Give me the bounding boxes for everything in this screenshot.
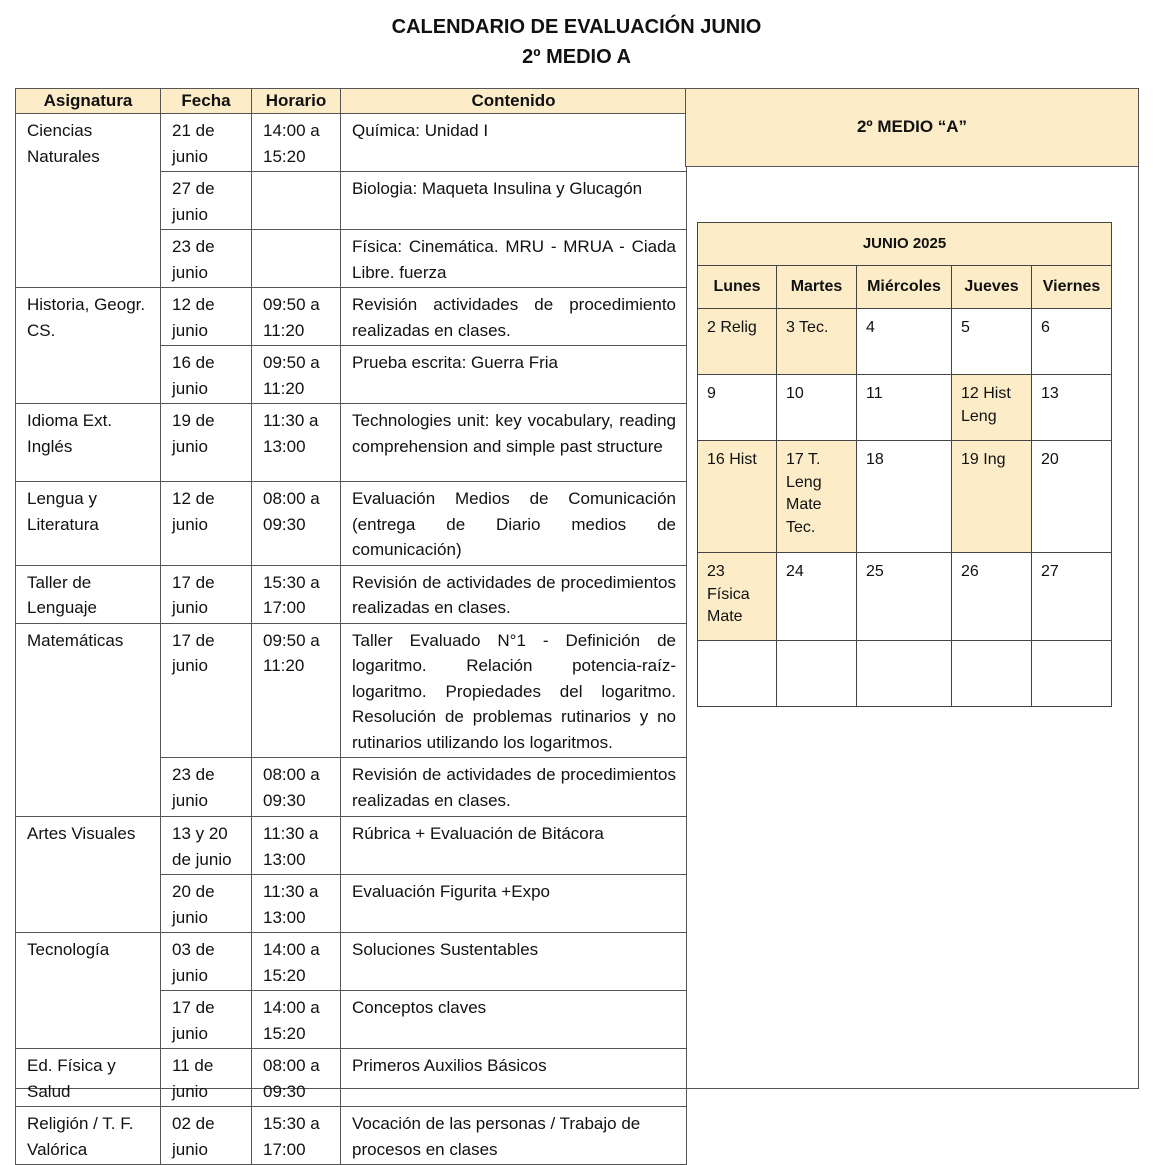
calendar-day: 4 bbox=[857, 309, 952, 375]
header-asignatura: Asignatura bbox=[16, 89, 161, 114]
calendar-day: 3 Tec. bbox=[777, 309, 857, 375]
content-cell: Vocación de las personas / Trabajo de procesos en clases bbox=[341, 1107, 687, 1165]
content-cell: Física: Cinemática. MRU - MRUA - Ciada Libre. fuerza bbox=[341, 230, 687, 288]
weekday-header: Miércoles bbox=[857, 266, 952, 309]
subject-cell: Ed. Física y Salud bbox=[16, 1049, 161, 1107]
calendar-day bbox=[777, 641, 857, 707]
subject-cell: Religión / T. F. Valórica bbox=[16, 1107, 161, 1165]
evaluation-table bbox=[15, 88, 687, 1165]
calendar-day: 23 Física Mate bbox=[698, 553, 777, 641]
date-cell: 11 de junio bbox=[161, 1049, 252, 1107]
calendar-month: JUNIO 2025 bbox=[698, 223, 1112, 266]
calendar-day: 12 Hist Leng bbox=[952, 375, 1032, 441]
subject-cell: Idioma Ext. Inglés bbox=[16, 404, 161, 482]
calendar-week bbox=[698, 441, 1112, 553]
time-cell: 11:30 a 13:00 bbox=[252, 875, 341, 933]
calendar-day bbox=[857, 641, 952, 707]
date-cell: 16 de junio bbox=[161, 346, 252, 404]
date-cell: 17 de junio bbox=[161, 991, 252, 1049]
time-cell: 14:00 a 15:20 bbox=[252, 114, 341, 172]
weekday-header: Martes bbox=[777, 266, 857, 309]
calendar-day: 6 bbox=[1032, 309, 1112, 375]
page-title: CALENDARIO DE EVALUACIÓN JUNIO bbox=[391, 16, 762, 38]
calendar-day: 19 Ing bbox=[952, 441, 1032, 553]
content-cell: Revisión de actividades de procedimientos realizadas en clases. bbox=[341, 758, 687, 817]
calendar-week bbox=[698, 309, 1112, 375]
date-cell: 17 de junio bbox=[161, 623, 252, 758]
table-row bbox=[16, 1107, 687, 1165]
date-cell: 02 de junio bbox=[161, 1107, 252, 1165]
subject-cell: Tecnología bbox=[16, 933, 161, 1049]
date-cell: 03 de junio bbox=[161, 933, 252, 991]
content-cell: Química: Unidad I bbox=[341, 114, 687, 172]
time-cell: 09:50 a 11:20 bbox=[252, 623, 341, 758]
table-row bbox=[16, 404, 687, 482]
time-cell: 09:50 a 11:20 bbox=[252, 346, 341, 404]
calendar-day bbox=[1032, 641, 1112, 707]
calendar-day: 5 bbox=[952, 309, 1032, 375]
header-contenido: Contenido bbox=[341, 89, 687, 114]
subject-cell: Historia, Geogr. CS. bbox=[16, 288, 161, 404]
subject-cell: Taller de Lenguaje bbox=[16, 565, 161, 623]
subject-cell: Matemáticas bbox=[16, 623, 161, 817]
time-cell bbox=[252, 172, 341, 230]
calendar-weekday-row bbox=[698, 266, 1112, 309]
weekday-header: Viernes bbox=[1032, 266, 1112, 309]
time-cell bbox=[252, 230, 341, 288]
table-row bbox=[16, 288, 687, 346]
table-row bbox=[16, 933, 687, 991]
content-cell: Evaluación Figurita +Expo bbox=[341, 875, 687, 933]
date-cell: 12 de junio bbox=[161, 482, 252, 566]
content-cell: Biologia: Maqueta Insulina y Glucagón bbox=[341, 172, 687, 230]
calendar-day: 13 bbox=[1032, 375, 1112, 441]
calendar-day: 10 bbox=[777, 375, 857, 441]
calendar-day: 9 bbox=[698, 375, 777, 441]
calendar-day: 2 Relig bbox=[698, 309, 777, 375]
weekday-header: Lunes bbox=[698, 266, 777, 309]
date-cell: 23 de junio bbox=[161, 230, 252, 288]
content-cell: Prueba escrita: Guerra Fria bbox=[341, 346, 687, 404]
content-cell: Technologies unit: key vocabulary, reading comprehension and simple past structure bbox=[341, 404, 687, 482]
calendar-day bbox=[952, 641, 1032, 707]
time-cell: 15:30 a 17:00 bbox=[252, 565, 341, 623]
calendar-day: 20 bbox=[1032, 441, 1112, 553]
june-calendar bbox=[697, 222, 1112, 707]
content-cell: Taller Evaluado N°1 - Definición de logaritmo. Relación potencia-raíz-logaritmo. Propiedades del logaritmo. Resolución de problemas rutinarios y no rutinarios utilizando los logaritmos. bbox=[341, 623, 687, 758]
time-cell: 11:30 a 13:00 bbox=[252, 817, 341, 875]
header-fecha: Fecha bbox=[161, 89, 252, 114]
time-cell: 09:50 a 11:20 bbox=[252, 288, 341, 346]
date-cell: 21 de junio bbox=[161, 114, 252, 172]
class-panel-title: 2º MEDIO “A” bbox=[685, 88, 1139, 167]
calendar-day bbox=[698, 641, 777, 707]
table-row bbox=[16, 623, 687, 758]
date-cell: 17 de junio bbox=[161, 565, 252, 623]
time-cell: 14:00 a 15:20 bbox=[252, 933, 341, 991]
content-cell: Revisión de actividades de procedimientos realizadas en clases. bbox=[341, 565, 687, 623]
calendar-day: 17 T. Leng Mate Tec. bbox=[777, 441, 857, 553]
date-cell: 27 de junio bbox=[161, 172, 252, 230]
calendar-day: 18 bbox=[857, 441, 952, 553]
date-cell: 13 y 20 de junio bbox=[161, 817, 252, 875]
table-row bbox=[16, 565, 687, 623]
time-cell: 11:30 a 13:00 bbox=[252, 404, 341, 482]
table-row bbox=[16, 482, 687, 566]
time-cell: 08:00 a 09:30 bbox=[252, 758, 341, 817]
subject-cell: Artes Visuales bbox=[16, 817, 161, 933]
time-cell: 08:00 a 09:30 bbox=[252, 482, 341, 566]
calendar-week bbox=[698, 641, 1112, 707]
date-cell: 23 de junio bbox=[161, 758, 252, 817]
calendar-day: 27 bbox=[1032, 553, 1112, 641]
time-cell: 08:00 a 09:30 bbox=[252, 1049, 341, 1107]
calendar-week bbox=[698, 375, 1112, 441]
table-row bbox=[16, 114, 687, 172]
content-cell: Rúbrica + Evaluación de Bitácora bbox=[341, 817, 687, 875]
calendar-month-row bbox=[698, 223, 1112, 266]
table-row bbox=[16, 1049, 687, 1107]
table-row bbox=[16, 817, 687, 875]
content-cell: Conceptos claves bbox=[341, 991, 687, 1049]
date-cell: 19 de junio bbox=[161, 404, 252, 482]
subject-cell: Ciencias Naturales bbox=[16, 114, 161, 288]
calendar-day: 16 Hist bbox=[698, 441, 777, 553]
calendar-week bbox=[698, 553, 1112, 641]
header-horario: Horario bbox=[252, 89, 341, 114]
content-cell: Revisión actividades de procedimiento realizadas en clases. bbox=[341, 288, 687, 346]
time-cell: 14:00 a 15:20 bbox=[252, 991, 341, 1049]
time-cell: 15:30 a 17:00 bbox=[252, 1107, 341, 1165]
calendar-day: 25 bbox=[857, 553, 952, 641]
calendar-day: 11 bbox=[857, 375, 952, 441]
page-subtitle: 2º MEDIO A bbox=[522, 46, 631, 68]
content-cell: Evaluación Medios de Comunicación (entrega de Diario medios de comunicación) bbox=[341, 482, 687, 566]
subject-cell: Lengua y Literatura bbox=[16, 482, 161, 566]
date-cell: 12 de junio bbox=[161, 288, 252, 346]
calendar-day: 26 bbox=[952, 553, 1032, 641]
date-cell: 20 de junio bbox=[161, 875, 252, 933]
table-header-row bbox=[16, 89, 687, 114]
weekday-header: Jueves bbox=[952, 266, 1032, 309]
content-cell: Soluciones Sustentables bbox=[341, 933, 687, 991]
content-cell: Primeros Auxilios Básicos bbox=[341, 1049, 687, 1107]
calendar-day: 24 bbox=[777, 553, 857, 641]
